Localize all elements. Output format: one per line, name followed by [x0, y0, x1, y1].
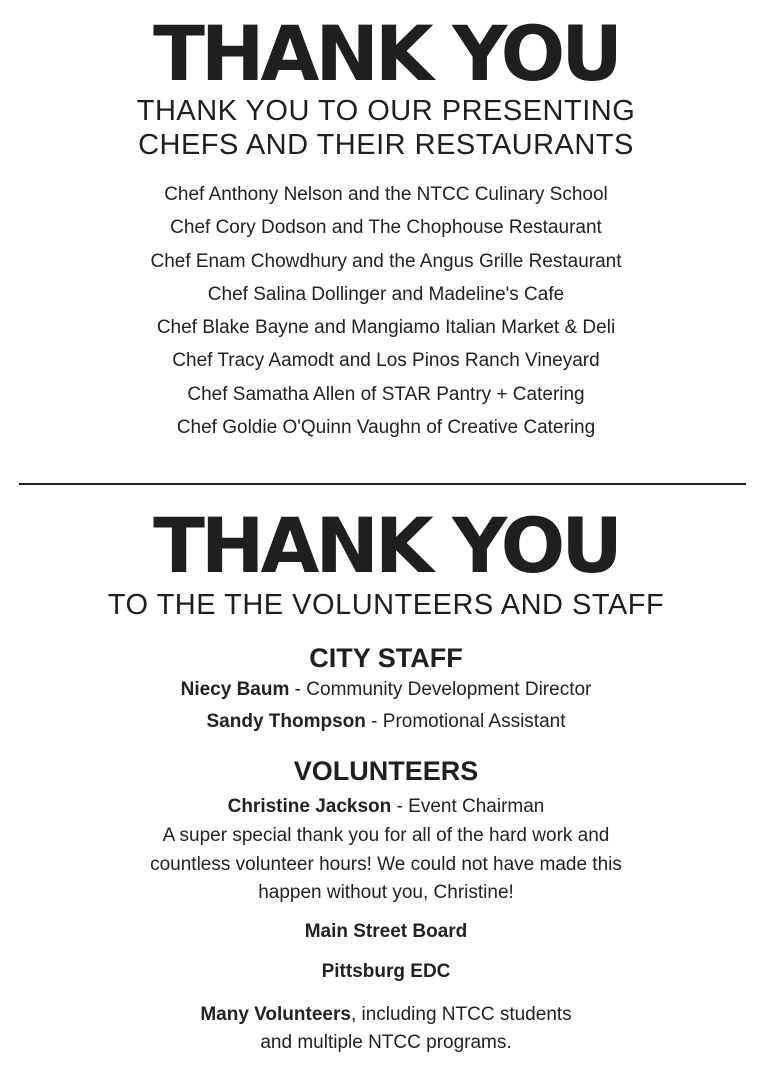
chefs-subhead-line2: CHEFS AND THEIR RESTAURANTS	[138, 129, 634, 161]
list-item: Chef Salina Dollinger and Madeline's Cafe	[207, 283, 565, 305]
list-item: Chef Blake Bayne and Mangiamo Italian Market & Deli	[156, 317, 616, 339]
staff-member	[0, 710, 772, 734]
volunteers-title: VOLUNTEERS	[293, 756, 479, 786]
list-item: Chef Samatha Allen of STAR Pantry + Catering	[187, 383, 585, 405]
list-item: Chef Anthony Nelson and the NTCC Culinary School	[164, 184, 608, 205]
staff-member-role: - Promotional Assistant	[365, 711, 566, 732]
staff-member	[0, 678, 772, 702]
staff-member-role: - Community Development Director	[289, 679, 592, 700]
many-volunteers-bold: Many Volunteers	[200, 1004, 351, 1025]
list-item: Chef Cory Dodson and The Chophouse Restaurant	[170, 217, 602, 239]
event-chair-name: Christine Jackson	[227, 796, 392, 817]
event-chair-role: - Event Chairman	[391, 796, 545, 817]
list-item: Chef Tracy Aamodt and Los Pinos Ranch Vineyard	[172, 350, 600, 372]
section-divider	[19, 483, 746, 485]
list-item: Chef Goldie O'Quinn Vaughn of Creative Catering	[176, 417, 596, 439]
city-staff-title: CITY STAFF	[309, 643, 463, 673]
staff-member-name: Sandy Thompson	[206, 711, 366, 732]
chef-list	[0, 178, 772, 444]
thank-you-note: A super special thank you for all of the hard work and countless volunteer hours! We could not have made this happen without you, Christine!	[150, 825, 622, 903]
top-headline: THANK YOU	[153, 9, 619, 98]
staff-member-name: Niecy Baum	[180, 679, 290, 700]
group-main-street-board: Main Street Board	[304, 921, 468, 942]
group-pittsburg-edc: Pittsburg EDC	[321, 961, 451, 982]
event-chair	[0, 795, 772, 819]
many-volunteers-rest: , including NTCC students	[350, 1004, 572, 1025]
bottom-headline: THANK YOU	[153, 501, 619, 590]
many-volunteers-line1	[0, 1001, 772, 1029]
many-volunteers-line2: and multiple NTCC programs.	[260, 1032, 512, 1053]
chefs-subhead-line1: THANK YOU TO OUR PRESENTING	[136, 95, 636, 127]
volunteers-subhead: TO THE THE VOLUNTEERS AND STAFF	[107, 589, 665, 621]
list-item: Chef Enam Chowdhury and the Angus Grille Restaurant	[150, 250, 622, 272]
many-volunteers	[0, 1001, 772, 1057]
chefs-subhead	[0, 94, 772, 162]
